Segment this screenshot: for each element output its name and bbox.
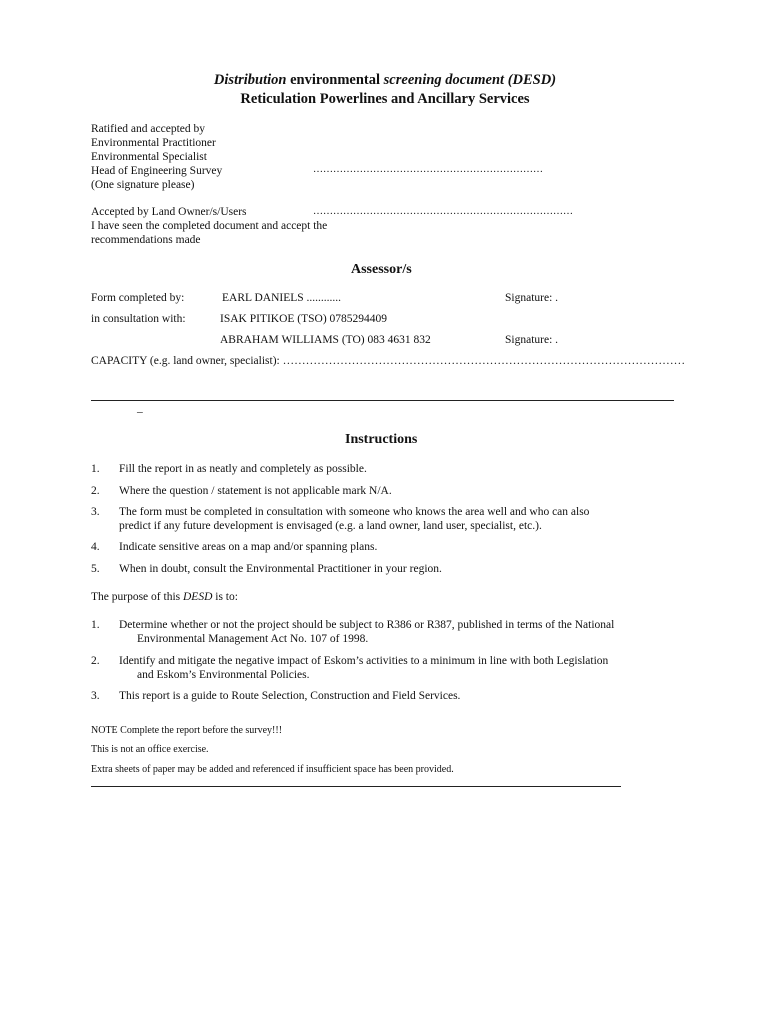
accepted-label: Accepted by Land Owner/s/Users bbox=[91, 206, 247, 218]
instruction-number: 3. bbox=[91, 506, 100, 518]
instruction-number: 5. bbox=[91, 563, 100, 575]
note-2: This is not an office exercise. bbox=[91, 744, 209, 755]
title-part1: Distribution bbox=[213, 72, 287, 88]
instruction-text: When in doubt, consult the Environmental Practitioner in your region. bbox=[119, 563, 442, 575]
purpose-intro bbox=[91, 591, 238, 603]
ratified-line: Environmental Practitioner bbox=[91, 137, 216, 149]
bottom-rule bbox=[91, 786, 621, 787]
assessors-heading: Assessor/s bbox=[351, 262, 412, 277]
form-completed-value: EARL DANIELS ............ bbox=[222, 292, 342, 304]
accepted-signature-dots: …………………………………………………………………… bbox=[313, 206, 573, 217]
title-part2: environmental bbox=[286, 72, 384, 88]
purpose-intro-desd: DESD bbox=[182, 591, 213, 603]
purpose-number: 3. bbox=[91, 690, 100, 702]
purpose-number: 2. bbox=[91, 655, 100, 667]
signature-label-2: Signature: . bbox=[505, 334, 559, 346]
consultation-value-2: ABRAHAM WILLIAMS (TO) 083 4631 832 bbox=[220, 334, 431, 346]
title-part3: screening document (DESD) bbox=[383, 72, 557, 88]
ratified-signature-dots: …………………………………………………………… bbox=[313, 164, 543, 175]
document-title bbox=[0, 72, 770, 89]
purpose-text-line1: Determine whether or not the project should be subject to R386 or R387, published in terms of the National bbox=[119, 619, 615, 631]
purpose-intro-c: is to: bbox=[212, 591, 238, 603]
instruction-text: Fill the report in as neatly and completely as possible. bbox=[119, 463, 367, 475]
instruction-text-line1: The form must be completed in consultation with someone who knows the area well and who can also bbox=[119, 506, 590, 518]
instruction-number: 2. bbox=[91, 485, 100, 497]
purpose-number: 1. bbox=[91, 619, 100, 631]
purpose-intro-a: The purpose of this bbox=[91, 591, 183, 603]
signature-label-1: Signature: . bbox=[505, 292, 559, 304]
accepted-line3: recommendations made bbox=[91, 234, 201, 246]
accepted-block bbox=[91, 205, 327, 247]
ratified-line: Ratified and accepted by bbox=[91, 123, 205, 135]
separator-dash: – bbox=[137, 406, 143, 418]
form-completed-label: Form completed by: bbox=[91, 292, 185, 304]
accepted-line2: I have seen the completed document and accept the bbox=[91, 220, 328, 232]
ratified-line: Head of Engineering Survey bbox=[91, 165, 223, 177]
instruction-number: 1. bbox=[91, 463, 100, 475]
purpose-text: This report is a guide to Route Selection, Construction and Field Services. bbox=[119, 690, 461, 702]
instruction-text-line2: predict if any future development is envisaged (e.g. a land owner, land user, specialist, etc.). bbox=[119, 520, 542, 532]
instruction-number: 4. bbox=[91, 541, 100, 553]
instruction-text: Indicate sensitive areas on a map and/or spanning plans. bbox=[119, 541, 378, 553]
ratified-block bbox=[91, 122, 222, 192]
consultation-label: in consultation with: bbox=[91, 313, 186, 325]
separator-rule bbox=[91, 400, 674, 401]
capacity-line: CAPACITY (e.g. land owner, specialist): …………………………………………………………………………………………… bbox=[91, 355, 686, 367]
ratified-line: (One signature please) bbox=[91, 179, 195, 191]
instructions-heading: Instructions bbox=[345, 432, 418, 447]
purpose-text-line1: Identify and mitigate the negative impact of Eskom’s activities to a minimum in line with both Legislation bbox=[119, 655, 609, 667]
instruction-text: Where the question / statement is not applicable mark N/A. bbox=[119, 485, 392, 497]
purpose-text-line2: and Eskom’s Environmental Policies. bbox=[137, 669, 310, 681]
note-1: NOTE Complete the report before the survey!!! bbox=[91, 725, 283, 736]
document-subtitle: Reticulation Powerlines and Ancillary Services bbox=[240, 91, 530, 107]
note-3: Extra sheets of paper may be added and referenced if insufficient space has been provided. bbox=[91, 764, 454, 775]
ratified-line: Environmental Specialist bbox=[91, 151, 207, 163]
consultation-value-1: ISAK PITIKOE (TSO) 0785294409 bbox=[220, 313, 388, 325]
purpose-text-line2: Environmental Management Act No. 107 of 1998. bbox=[137, 633, 369, 645]
